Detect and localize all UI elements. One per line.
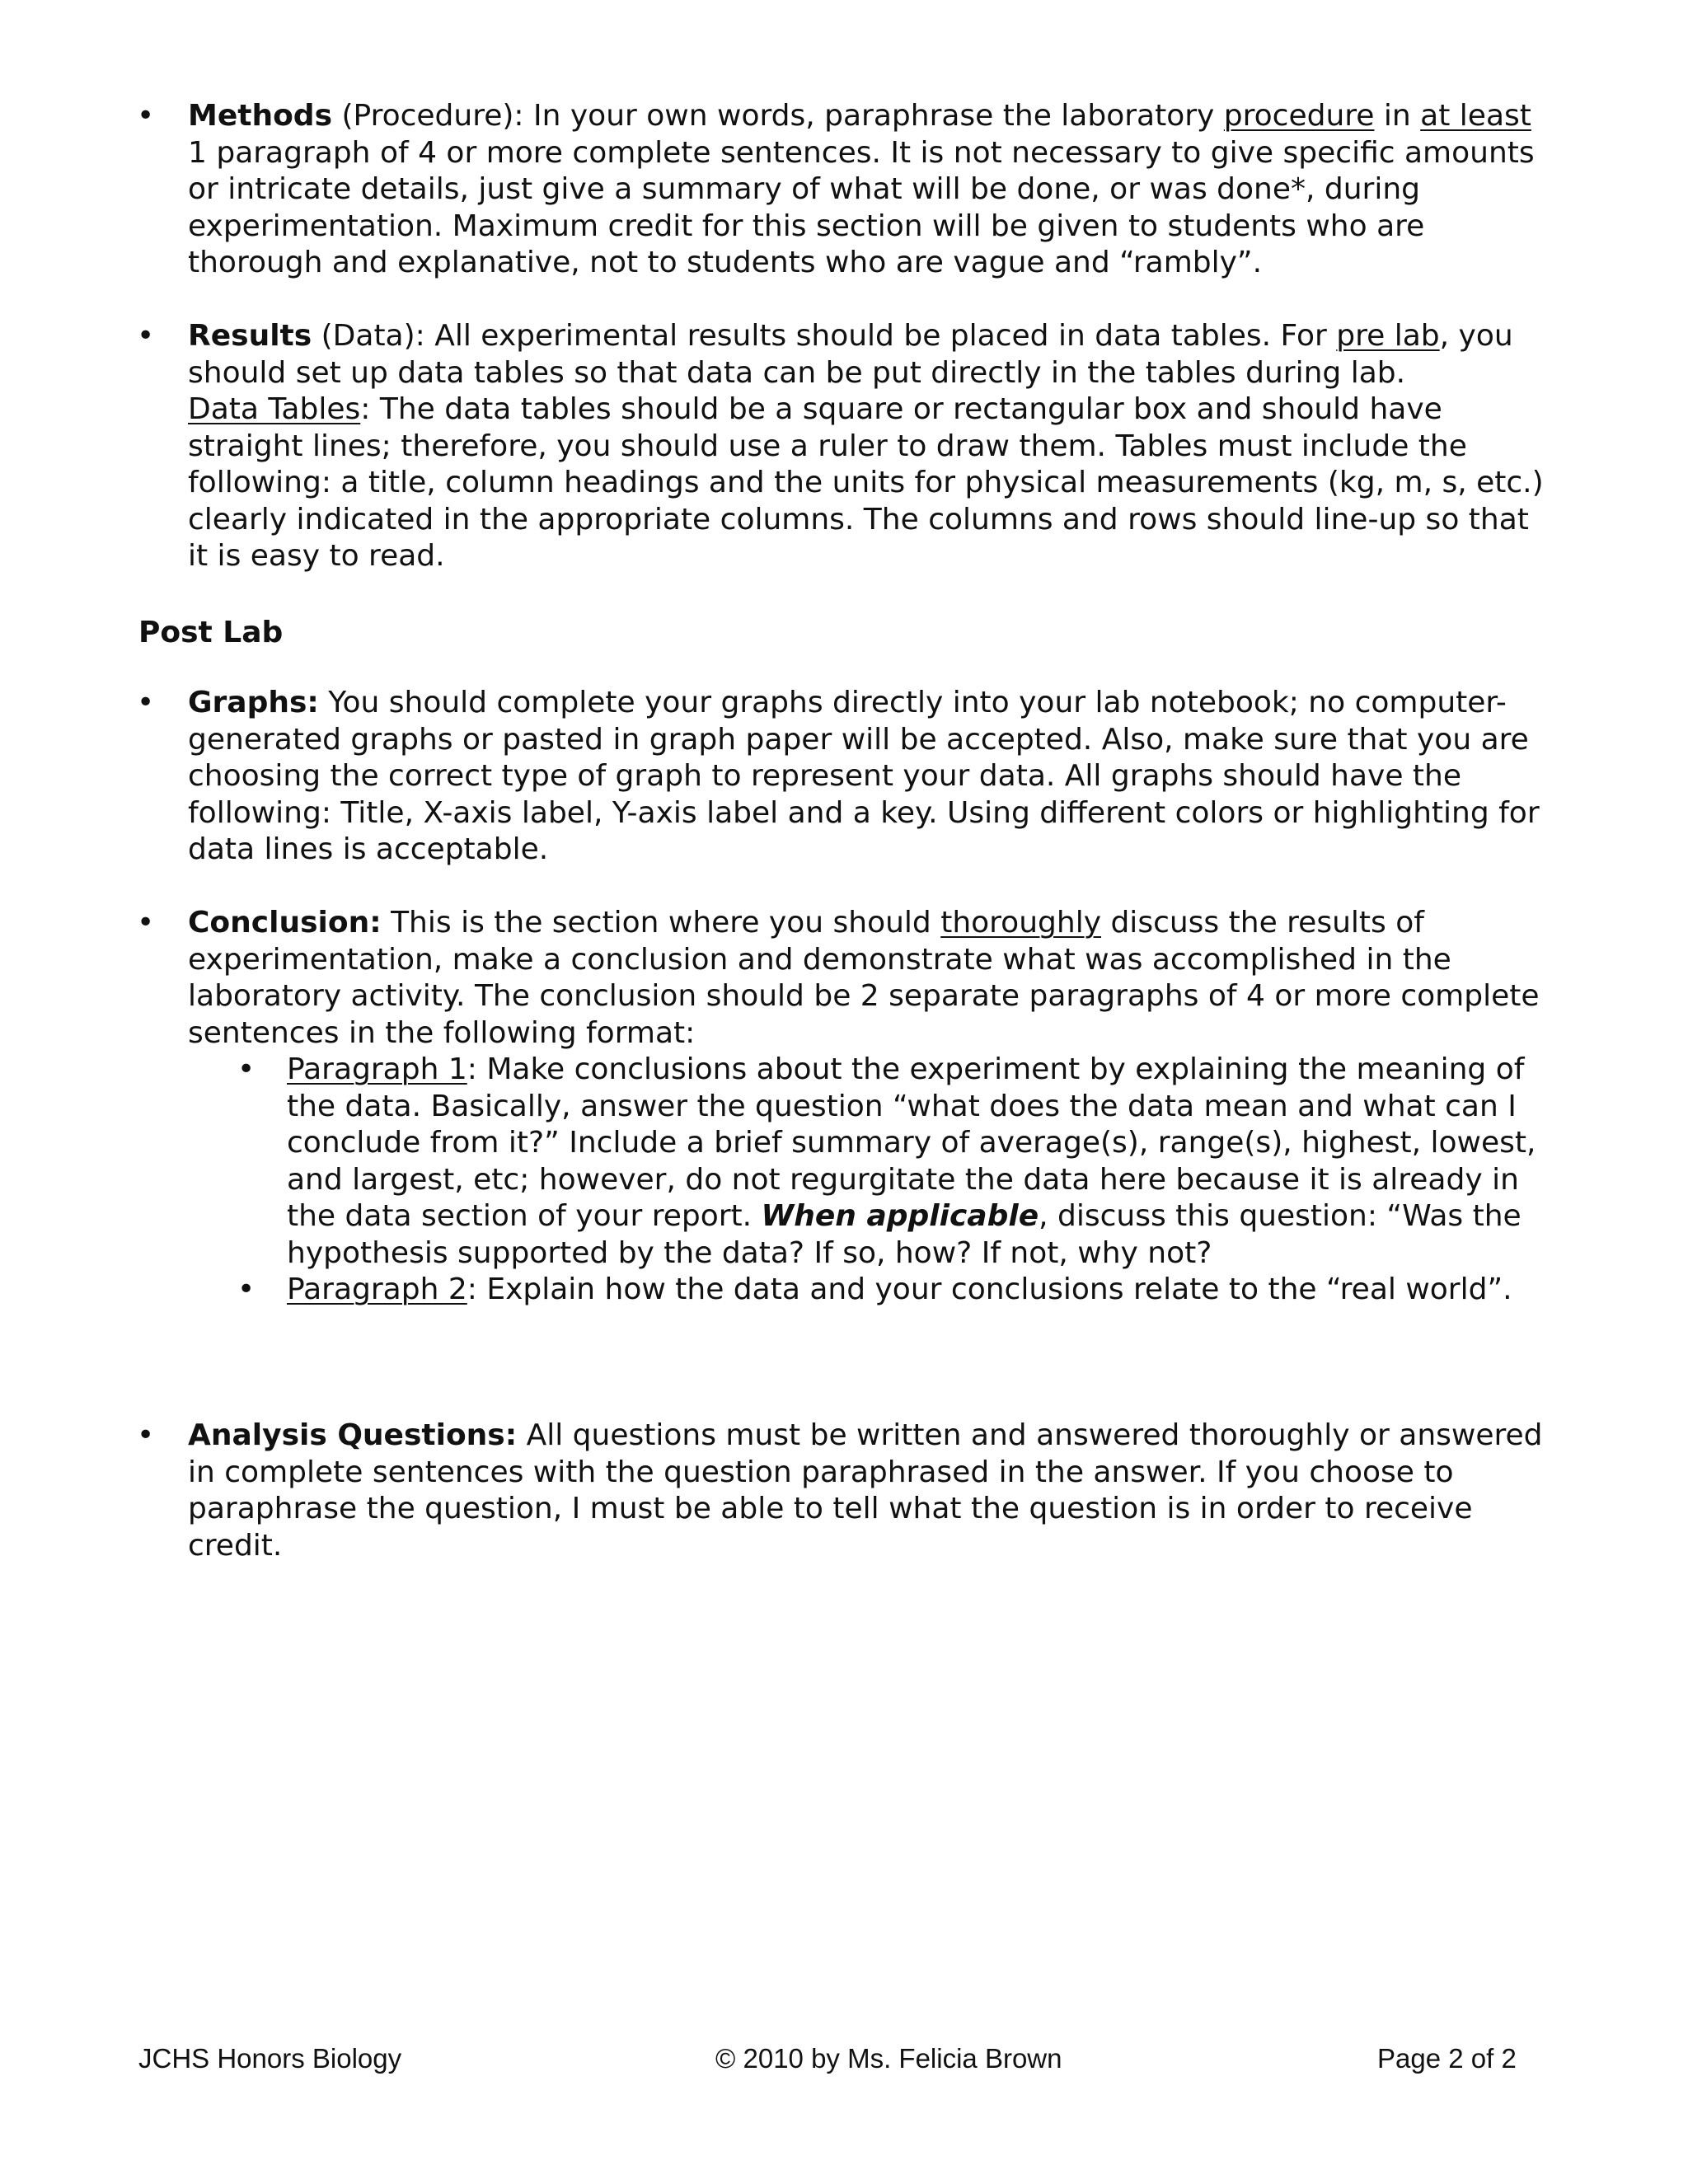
- bullet-icon: •: [137, 99, 155, 133]
- bullet-icon: •: [237, 1272, 256, 1306]
- conclusion-label: Conclusion:: [188, 906, 382, 940]
- analysis-item: • Analysis Questions: All questions must be written and answered thoroughly or answered in complete sentences with the question paraphrased in the answer. If you choose to paraphrase the question, I must be able to tell what the question is in order to receive credit.: [137, 1418, 1543, 1563]
- results-label: Results: [188, 319, 312, 353]
- paragraph-2-label: Paragraph 2: [287, 1272, 467, 1306]
- graphs-item: • Graphs: You should complete your graphs directly into your lab notebook; no computer-generated graphs or pasted in graph paper will be accepted. Also, make sure that you are choosing the correct type of graph to represent your data. All graphs should have the following: Title, X-axis label, Y-axis label and a key. Using different colors or highlighting for data lines is acceptable.: [137, 686, 1540, 866]
- analysis-label: Analysis Questions:: [188, 1418, 518, 1452]
- paragraph-2-item: • Paragraph 2: Explain how the data and your conclusions relate to the “real world”.: [287, 1272, 1544, 1309]
- bullet-icon: •: [137, 1418, 155, 1452]
- paragraph-1-item: • Paragraph 1: Make conclusions about the experiment by explaining the meaning of the data. Basically, answer the question “what does the data mean and what can I conclude from it?” Include a brief summary of average(s), range(s), highest, lowest, and largest, etc; however, do not regurgitate the data here because it is already in the data section of your report. When applicable, discuss this question: “Was the hypothesis supported by the data? If so, how? If not, why not?: [237, 1052, 1536, 1270]
- conclusion-item: • Conclusion: This is the section where you should thoroughly discuss the results of experimentation, make a conclusion and demonstrate what was accomplished in the laboratory activity. The conclusion should be 2 separate paragraphs of 4 or more complete sentences in the following format: • Paragraph 1: Make conclusions about the experiment by explaining the meaning of the data. Basically, answer the question “what does the data mean and what can I conclude from it?” Include a brief summary of average(s), range(s), highest, lowest, and largest, etc; however, do not regurgitate the data here because it is already in the data section of your report. When applicable, discuss this question: “Was the hypothesis supported by the data? If so, how? If not, why not? • Paragraph 2: Explain how the data and your conclusions relate to the “real world”.: [188, 905, 1544, 1309]
- graphs-label: Graphs:: [188, 686, 319, 719]
- results-item: • Results (Data): All experimental results should be placed in data tables. For pre lab, you should set up data tables so that data can be put directly in the tables during lab. Data Tables: The data tables should be a square or rectangular box and should have straight lines; therefore, you should use a ruler to draw them. Tables must include the following: a title, column headings and the units for physical measurements (kg, m, s, etc.) clearly indicated in the appropriate columns. The columns and rows should line-up so that it is easy to read.: [137, 319, 1544, 573]
- bullet-icon: •: [237, 1052, 256, 1086]
- methods-item: • Methods (Procedure): In your own words, paraphrase the laboratory procedure in at least 1 paragraph of 4 or more complete sentences. It is not necessary to give specific amounts or intricate details, just give a summary of what will be done, or was done*, during experimentation. Maximum credit for this section will be given to students who are thorough and explanative, not to students who are vague and “rambly”.: [137, 99, 1535, 279]
- bullet-icon: •: [137, 319, 155, 353]
- methods-label: Methods: [188, 99, 333, 133]
- footer-page-number: Page 2 of 2: [1377, 2043, 1517, 2074]
- paragraph-1-label: Paragraph 1: [287, 1052, 467, 1086]
- footer-left: JCHS Honors Biology: [138, 2043, 402, 2074]
- bullet-icon: •: [137, 906, 155, 940]
- bullet-icon: •: [137, 686, 155, 719]
- post-lab-heading: Post Lab: [138, 616, 284, 649]
- footer-center: © 2010 by Ms. Felicia Brown: [715, 2043, 1062, 2074]
